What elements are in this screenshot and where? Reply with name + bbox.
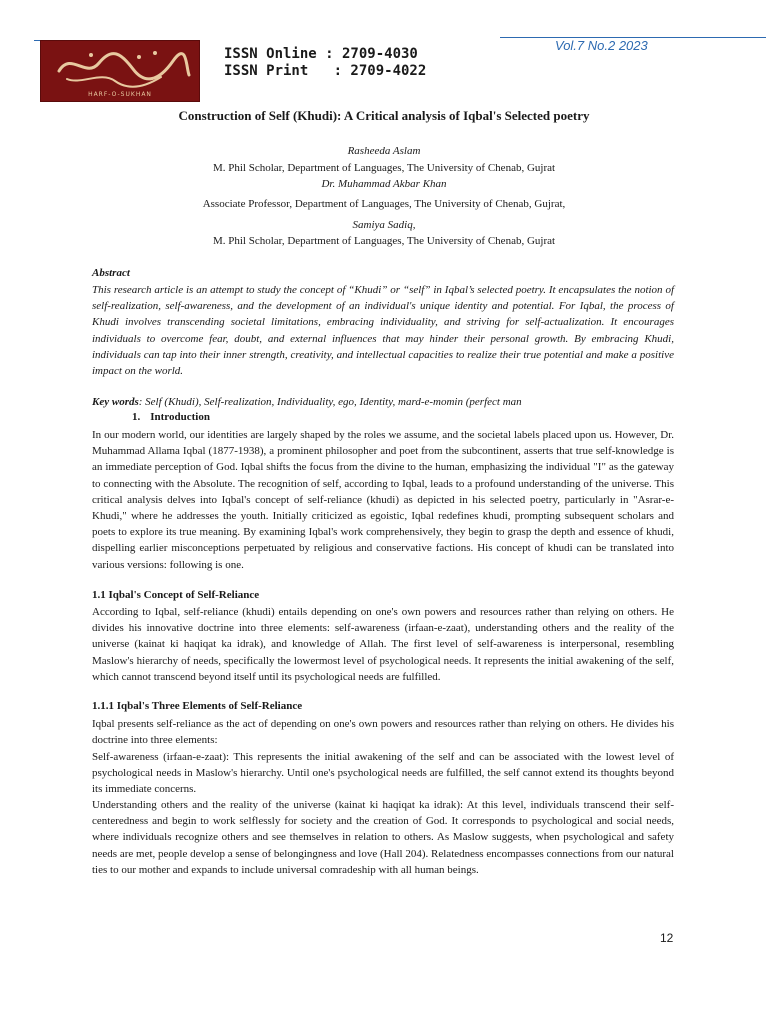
introduction-paragraph: In our modern world, our identities are largely shaped by the roles we assume, and the societal labels placed upon us. However, Dr. Muhammad Allama Iqbal (1877-1938), a prominent philosopher and poet from the subcontinent, asserts that true self-knowledge is an immediate perception of God. Iqbal shifts the focus from the divine to the human, emphasizing the individual "I" as the gateway to connecting with the Absolute. The recognition of self, according to Iqbal, leads to a profound understanding of the universe. This critical analysis delves into Iqbal's concept of self-reliance (khudi) as depicted in his selected poetry, particularly in "Asrar-e-Khudi," where he addresses the youth. Initially criticized as egoistic, Iqbal redefines khudi, prompting subsequent scholars and poets to explore its true meaning. By examining Iqbal's work comprehensively, they begin to grasp the depth and essence of khudi, dispelling earlier misconceptions perpetuated by religious and conservative factions. His concept of khudi can be translated into various versions: following is one. [92,429,674,571]
abstract-heading: Abstract [92,267,130,279]
author-affiliation-1: M. Phil Scholar, Department of Languages, The University of Chenab, Gujrat [212,162,556,174]
section-heading-1-1-1: 1.1.1 Iqbal's Three Elements of Self-Reliance [92,700,303,712]
keywords-text: : Self (Khudi), Self-realization, Individuality, ego, Identity, mard-e-momin (perfect man [138,396,522,408]
issn-online: ISSN Online : 2709-4030 [224,46,418,62]
author-affiliation-3: M. Phil Scholar, Department of Languages, The University of Chenab, Gujrat [212,235,556,247]
keywords [92,396,522,408]
page-number: 12 [660,931,674,945]
section-title: Introduction [150,411,210,423]
logo-caption: HARF-O-SUKHAN [88,91,152,98]
keywords-label: Key words [92,396,139,408]
section-1-1-1-paragraph-3: Understanding others and the reality of the universe (kainat ki haqiqat ka idrak): At this level, individuals transcend their self-centeredness and begin to work selflessly for society and the creation of God. It corresponds to psychological and social needs, where individuals recognize others and see themselves in relation to others. As Maslow suggests, when psychological and safety needs are met, people develop a sense of belongingness and love (Hall 204). Relatedness encompasses connections from our natural ties to our mother and expands to include universal comradeship with all human beings. [92,799,674,876]
abstract-text: This research article is an attempt to study the concept of “Khudi” or “self” in Iqbal’s selected poetry. It encapsulates the notion of self-realization, self-awareness, and the development of an individual's unique identity and potential. For Iqbal, the process of Khudi involves transcending societal limitations, embracing individuality, and striving for self-actualization. It encourages individuals to overcome fear, doubt, and external influences that may hinder their personal growth. By embracing Khudi, individuals can tap into their inner strength, creativity, and intellectual capacities to realize their true potential and make a positive impact on the world. [92,284,674,378]
issn-print: ISSN Print : 2709-4022 [224,63,427,79]
author-name-1: Rasheeda Aslam [347,145,421,157]
volume-label: Vol.7 No.2 2023 [555,38,648,53]
paper-title: Construction of Self (Khudi): A Critical analysis of Iqbal's Selected poetry [178,108,590,123]
section-number: 1. [132,411,141,423]
author-name-3: Samiya Sadiq, [352,219,416,231]
section-1-1-paragraph: According to Iqbal, self-reliance (khudi) entails depending on one's own powers and resources rather than relying on others. He divides his innovative doctrine into three elements: self-awareness (irfaan-e-zaat), understanding others and the reality of the universe (kainat ki haqiqat ka idrak), and knowledge of Allah. The first level of self-awareness is interpersonal, resembling Maslow's hierarchy of needs, specifically the lowermost level of psychological needs. It represents the initial awakening of the self, which cannot transcend beyond itself until its psychological needs are fulfilled. [92,606,674,683]
section-heading-1-1: 1.1 Iqbal's Concept of Self-Reliance [92,589,260,601]
journal-logo [40,40,200,102]
section-heading-introduction [132,411,220,423]
author-affiliation-2: Associate Professor, Department of Languages, The University of Chenab, Gujrat, [202,198,566,210]
issn-block [224,46,426,80]
logo-calligraphy-icon [41,41,199,101]
section-1-1-1-paragraph-2: Self-awareness (irfaan-e-zaat): This represents the initial awakening of the self and can be associated with the lowest level of psychological needs in Maslow's hierarchy. Until one's psychological needs are fulfilled, the self cannot extend its thoughts beyond its immediate concerns. [92,751,674,796]
author-name-2: Dr. Muhammad Akbar Khan [321,178,447,190]
section-1-1-1-paragraph-1: Iqbal presents self-reliance as the act of depending on one's own powers and resources rather than relying on others. He divides his doctrine into three elements: [92,718,674,747]
